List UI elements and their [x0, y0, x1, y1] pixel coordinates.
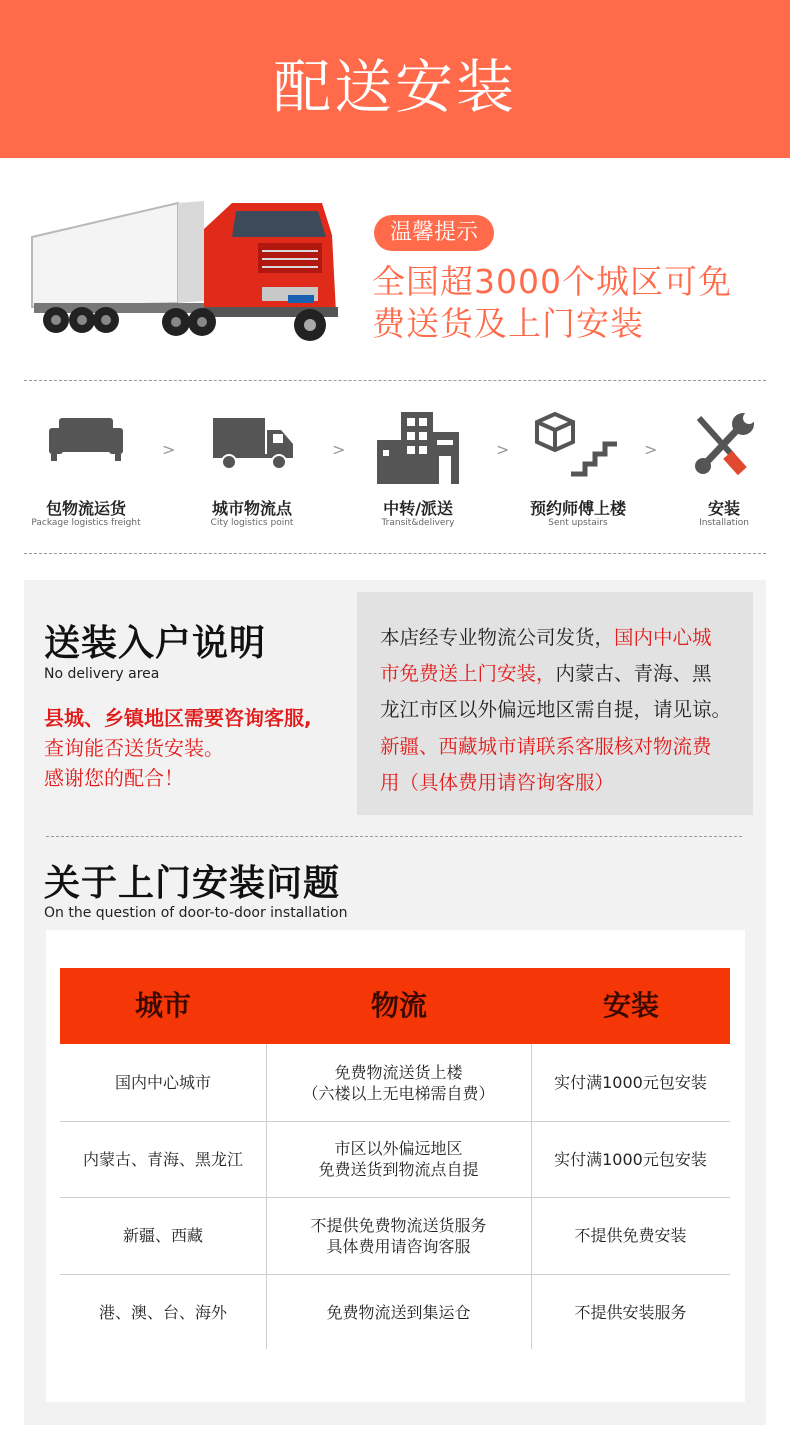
cell-city: 新疆、西藏 [122, 1226, 203, 1245]
delivery-subtitle: No delivery area [44, 666, 160, 682]
notice-line-1: 本店经专业物流公司发货，国内中心城 [380, 626, 712, 649]
cell-logistics: 市区以外偏远地区 免费送货到物流点自提 [318, 1139, 479, 1179]
cell-install: 不提供免费安装 [574, 1226, 687, 1245]
notice-line-4: 新疆、西藏城市请联系客服核对物流费 [380, 735, 712, 758]
tip-badge: 温馨提示 [374, 215, 494, 251]
step-label: 包物流运货 [45, 499, 126, 518]
step-upstairs [508, 410, 648, 528]
step-package [16, 410, 156, 528]
step-arrow: > [162, 440, 176, 459]
tip-line-2: 费送货及上门安装 [372, 304, 644, 343]
step-sublabel: Sent upstairs [548, 518, 608, 528]
cell-logistics: 不提供免费物流送货服务 具体费用请咨询客服 [310, 1215, 487, 1256]
step-sublabel: Installation [699, 518, 749, 528]
cell-city: 国内中心城市 [114, 1073, 211, 1092]
sofa-icon [43, 410, 129, 470]
step-arrow: > [332, 440, 346, 459]
step-transit [348, 410, 488, 528]
step-label: 安装 [707, 499, 740, 518]
cell-logistics: 免费物流送到集运仓 [326, 1302, 471, 1322]
delivery-line-2: 查询能否送货安装。 [44, 736, 224, 760]
cell-city: 内蒙古、青海、黑龙江 [82, 1149, 243, 1169]
step-arrow: > [644, 440, 658, 459]
header-city: 城市 [134, 989, 191, 1022]
step-sublabel: City logistics point [210, 518, 294, 528]
step-label: 城市物流点 [211, 499, 292, 518]
cell-city: 港、澳、台、海外 [98, 1302, 227, 1322]
notice-line-2: 市免费送上门安装，内蒙古、青海、黑 [380, 662, 712, 685]
notice-line-5: 用（具体费用请咨询客服） [380, 771, 615, 794]
building-icon [373, 410, 463, 486]
page-title: 配送安装 [272, 53, 517, 121]
step-arrow: > [496, 440, 510, 459]
step-install [654, 410, 790, 528]
truck-icon [207, 410, 297, 472]
header-logistics: 物流 [370, 989, 427, 1022]
step-sublabel: Transit&delivery [381, 518, 455, 528]
truck-illustration [26, 195, 356, 355]
tools-icon [689, 410, 759, 480]
install-subtitle: On the question of door-to-door installation [44, 905, 348, 921]
divider [24, 553, 766, 554]
box-stairs-icon [533, 410, 623, 480]
divider [24, 380, 766, 381]
header-install: 安装 [602, 989, 659, 1022]
cell-install: 不提供安装服务 [574, 1302, 687, 1322]
delivery-line-1: 县城、乡镇地区需要咨询客服, [44, 706, 312, 730]
step-label: 中转/派送 [383, 499, 453, 518]
step-sublabel: Package logistics freight [31, 518, 141, 528]
cell-install: 实付满1000元包安装 [554, 1073, 707, 1092]
delivery-line-3: 感谢您的配合！ [44, 766, 184, 790]
tip-line-1: 全国超3000个城区可免 [372, 262, 732, 301]
step-label: 预约师傅上楼 [529, 499, 626, 518]
table-header [60, 968, 730, 1044]
notice-line-3: 龙江市区以外偏远地区需自提，请见谅。 [380, 698, 732, 721]
step-city-point [182, 410, 322, 528]
install-title: 关于上门安装问题 [44, 863, 341, 904]
delivery-title: 送装入户说明 [44, 623, 267, 664]
header-banner [0, 0, 790, 158]
cell-logistics: 免费物流送货上楼 （六楼以上无电梯需自费） [302, 1062, 495, 1103]
divider [46, 836, 742, 837]
cell-install: 实付满1000元包安装 [554, 1149, 707, 1169]
